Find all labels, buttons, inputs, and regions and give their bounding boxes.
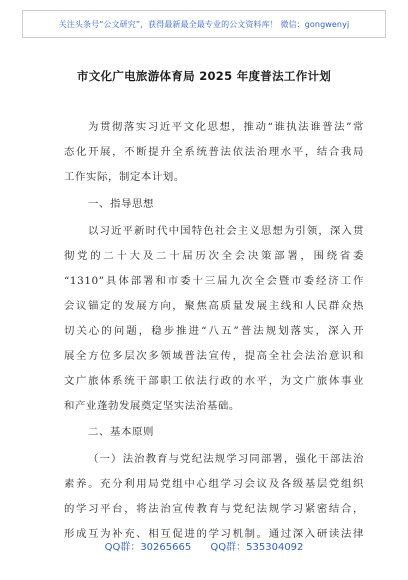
contact-footer (0, 538, 408, 553)
body-line: 切关心的问题，稳步推进“八五”普法规划落实，深入开 (64, 325, 364, 337)
body-line: 彻党的二十大及二十届历次全会决策部署，围绕省委 (64, 250, 364, 262)
body-line: “1310”具体部署和市委十三届九次全会暨市委经济工作 (64, 275, 364, 287)
promo-banner[interactable] (22, 10, 386, 38)
body-line: 素养。充分利用局党组中心组学习会议及各级基层党组织 (64, 478, 364, 490)
body-line: 展全方位多层次多领域普法宣传，提高全社会法治意识和 (64, 350, 364, 362)
qq-group-1[interactable]: QQ群：30265665 (104, 542, 192, 553)
intro-line: 态化开展，不断提升全系统普法依法治理水平，结合我局 (64, 146, 364, 158)
promo-banner-text: 关注头条号“公文研究”，获得最新最全最专业的公文资料库！ 微信：gongwenyj (58, 19, 350, 29)
body-line: 会议锚定的发展方向，聚焦高质量发展主线和人民群众热 (64, 300, 364, 312)
intro-line: 为贯彻落实习近平文化思想，推动“谁执法谁普法”常 (88, 121, 364, 133)
body-line: 以习近平新时代中国特色社会主义思想为引领，深入贯 (88, 225, 364, 237)
body-line: （一）法治教育与党纪法规学习同部署，强化干部法治 (88, 453, 364, 465)
intro-line: 工作实际，制定本计划。 (64, 171, 185, 183)
body-line: 文广旅体系统干部职工依法行政的水平，为文广旅体事业 (64, 375, 364, 387)
document-title: 市文化广电旅游体育局 2025 年度普法工作计划 (76, 69, 332, 83)
body-line: 和产业蓬勃发展奠定坚实法治基础。 (64, 400, 240, 412)
body-line: 的学习平台，将法治宣传教育与党纪法规学习紧密结合， (64, 503, 364, 515)
body-line: 形成互为补充、相互促进的学习机制。通过深入研读法律 (64, 528, 364, 540)
section-heading-basic-principles: 二、基本原则 (88, 426, 154, 438)
section-heading-guiding-thought: 一、指导思想 (88, 198, 154, 210)
qq-group-2[interactable]: QQ群：535304092 (210, 542, 304, 553)
